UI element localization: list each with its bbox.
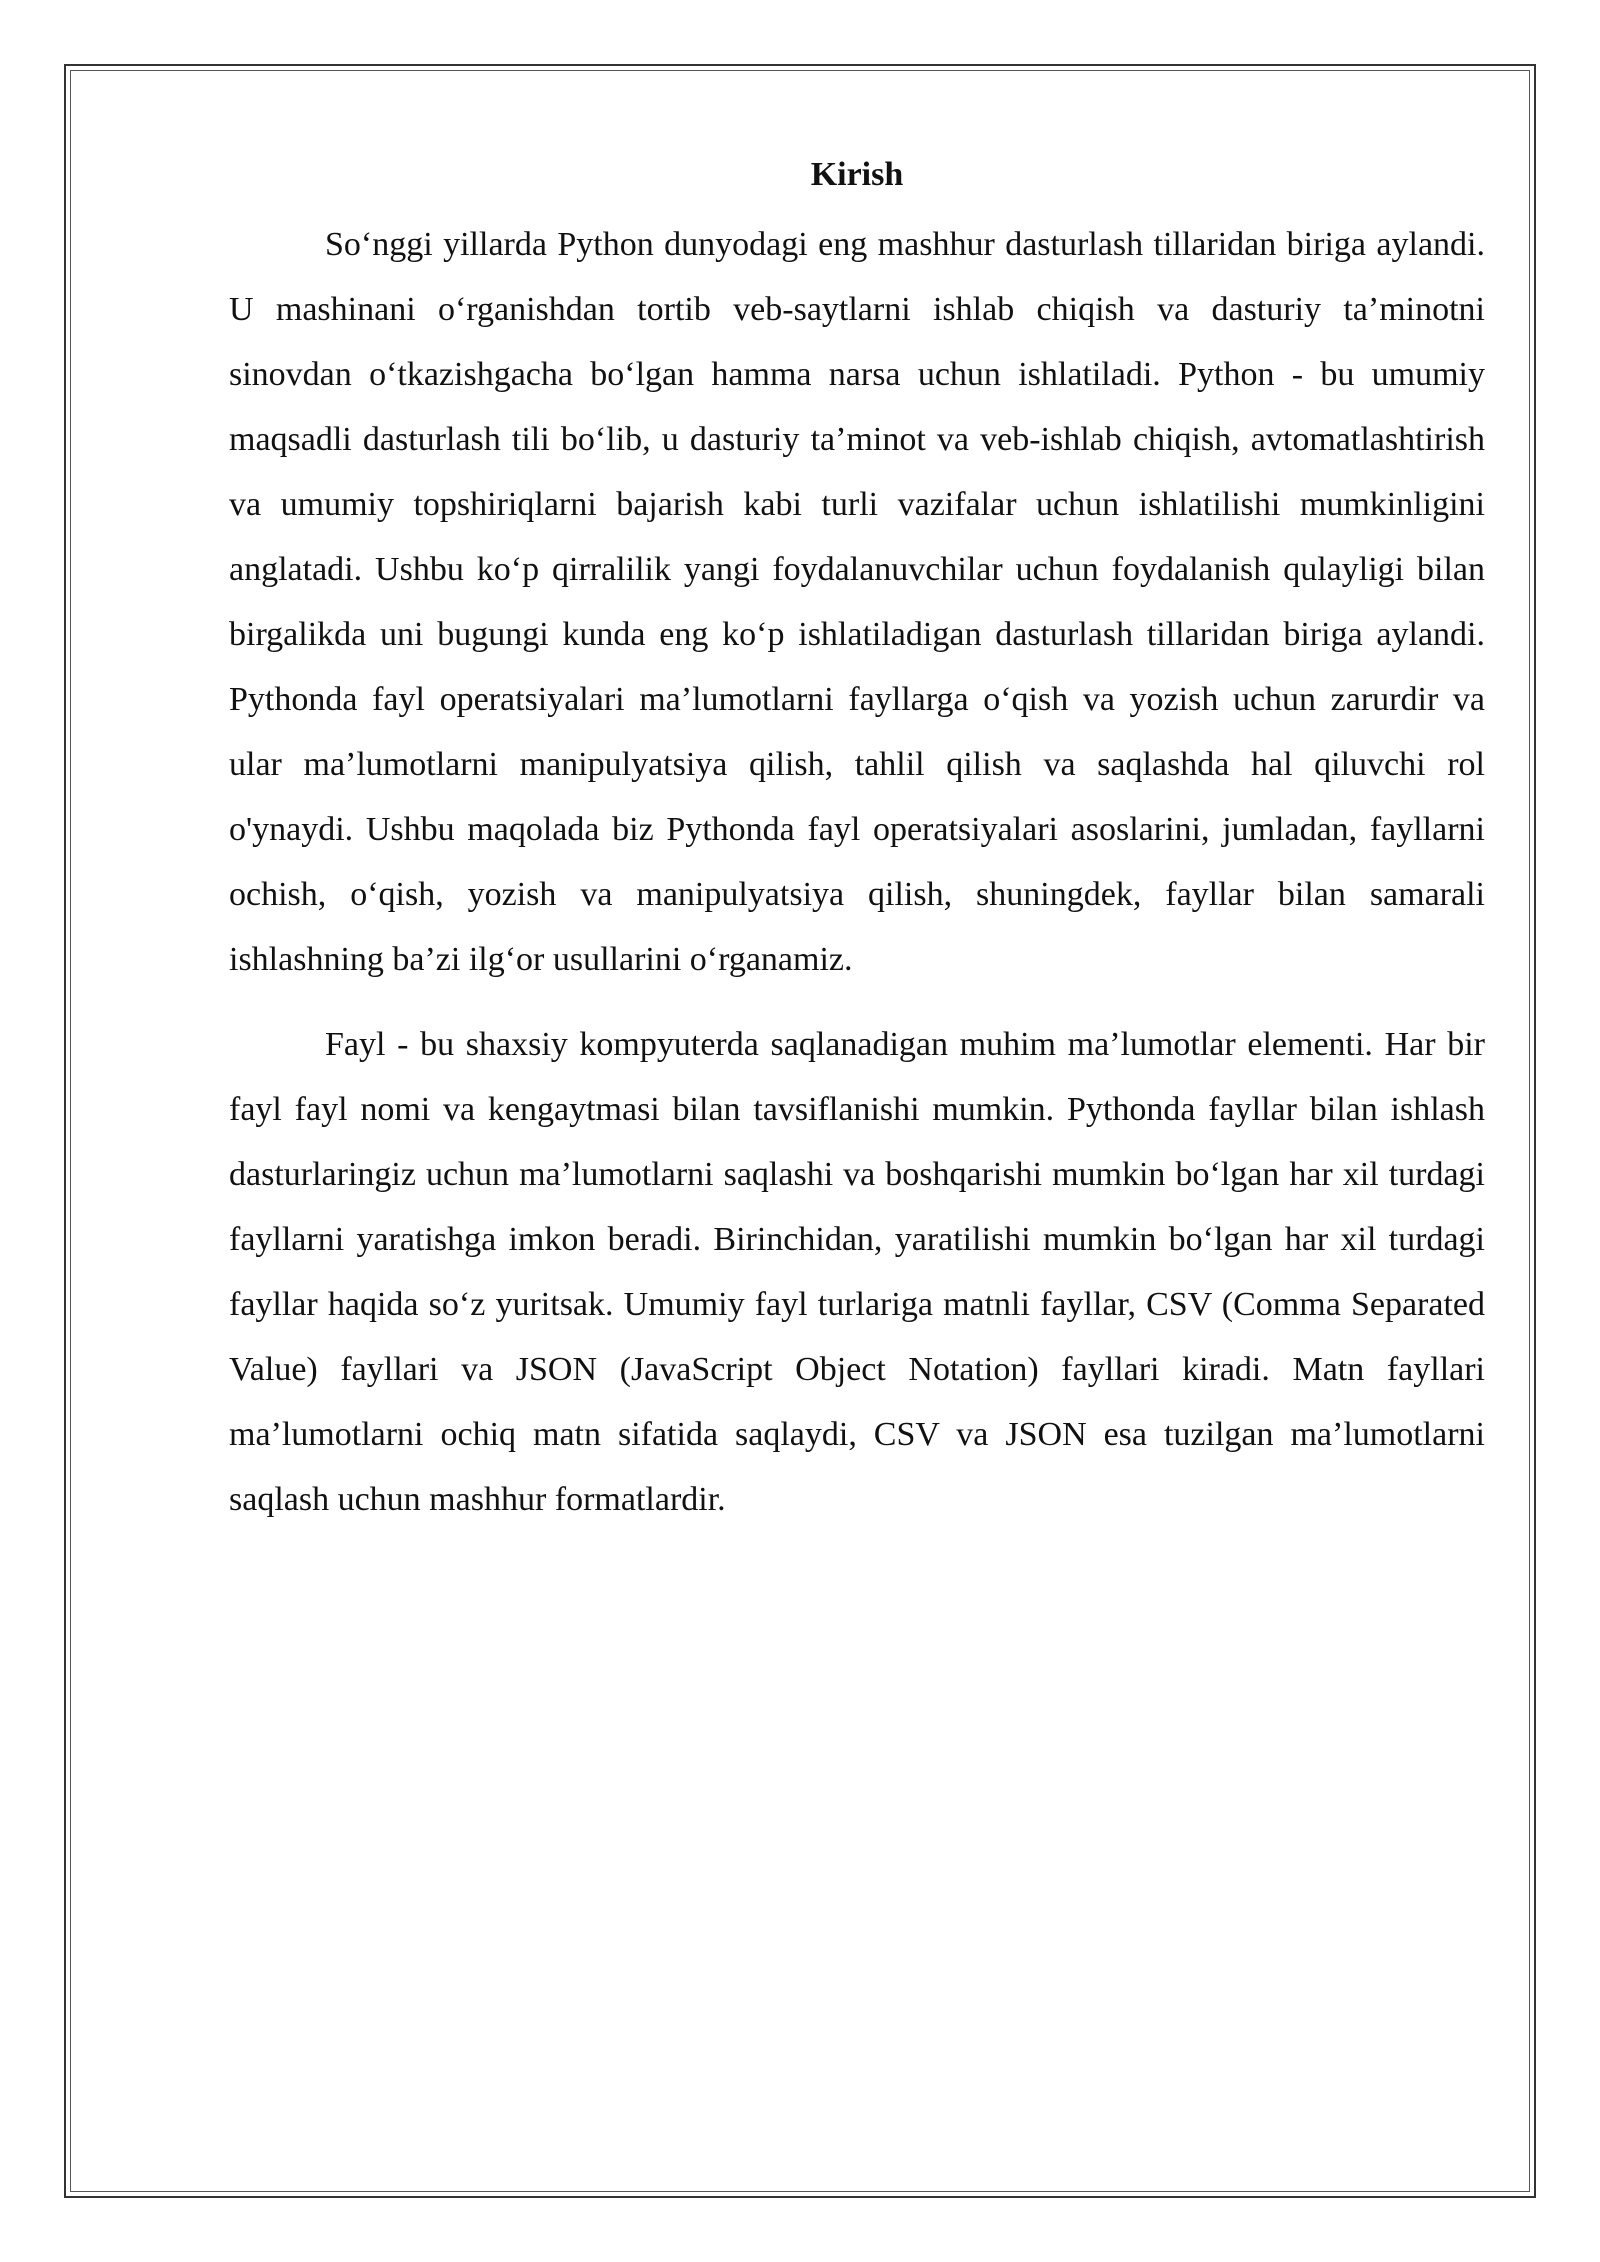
paragraph-2: Fayl - bu shaxsiy kompyuterda saqlanadigan muhim ma’lumotlar elementi. Har bir fayl fayl nomi va kengaytmasi bilan tavsiflanishi mumkin. Pythonda fayllar bilan ishlash dasturlaringiz uchun ma’lumotlarni saqlashi va boshqarishi mumkin bo‘lgan har xil turdagi fayllarni yaratishga imkon beradi. Birinchidan, yaratilishi mumkin bo‘lgan har xil turdagi fayllar haqida so‘z yuritsak. Umumiy fayl turlariga matnli fayllar, CSV (Comma Separated Value) fayllari va JSON (JavaScript Object Notation) fayllari kiradi. Matn fayllari ma’lumotlarni ochiq matn sifatida saqlaydi, CSV va JSON esa tuzilgan ma’lumotlarni saqlash uchun mashhur formatlardir. xyxy=(229,1026,1485,1518)
paragraph-1: So‘nggi yillarda Python dunyodagi eng mashhur dasturlash tillaridan biriga aylandi. U mashinani o‘rganishdan tortib veb-saytlarni ishlab chiqish va dasturiy ta’minotni sinovdan o‘tkazishgacha bo‘lgan hamma narsa uchun ishlatiladi. Python - bu umumiy maqsadli dasturlash tili bo‘lib, u dasturiy ta’minot va veb-ishlab chiqish, avtomatlashtirish va umumiy topshiriqlarni bajarish kabi turli vazifalar uchun ishlatilishi mumkinligini anglatadi. Ushbu ko‘p qirralilik yangi foydalanuvchilar uchun foydalanish qulayligi bilan birgalikda uni bugungi kunda eng ko‘p ishlatiladigan dasturlash tillaridan biriga aylandi. Pythonda fayl operatsiyalari ma’lumotlarni fayllarga o‘qish va yozish uchun zarurdir va ular ma’lumotlarni manipulyatsiya qilish, tahlil qilish va saqlashda hal qiluvchi rol o'ynaydi. Ushbu maqolada biz Pythonda fayl operatsiyalari asoslarini, jumladan, fayllarni ochish, o‘qish, yozish va manipulyatsiya qilish, shuningdek, fayllar bilan samarali ishlashning ba’zi ilg‘or usullarini o‘rganamiz. xyxy=(229,226,1485,978)
section-heading: Kirish xyxy=(810,156,904,193)
document-body xyxy=(229,148,1485,1552)
